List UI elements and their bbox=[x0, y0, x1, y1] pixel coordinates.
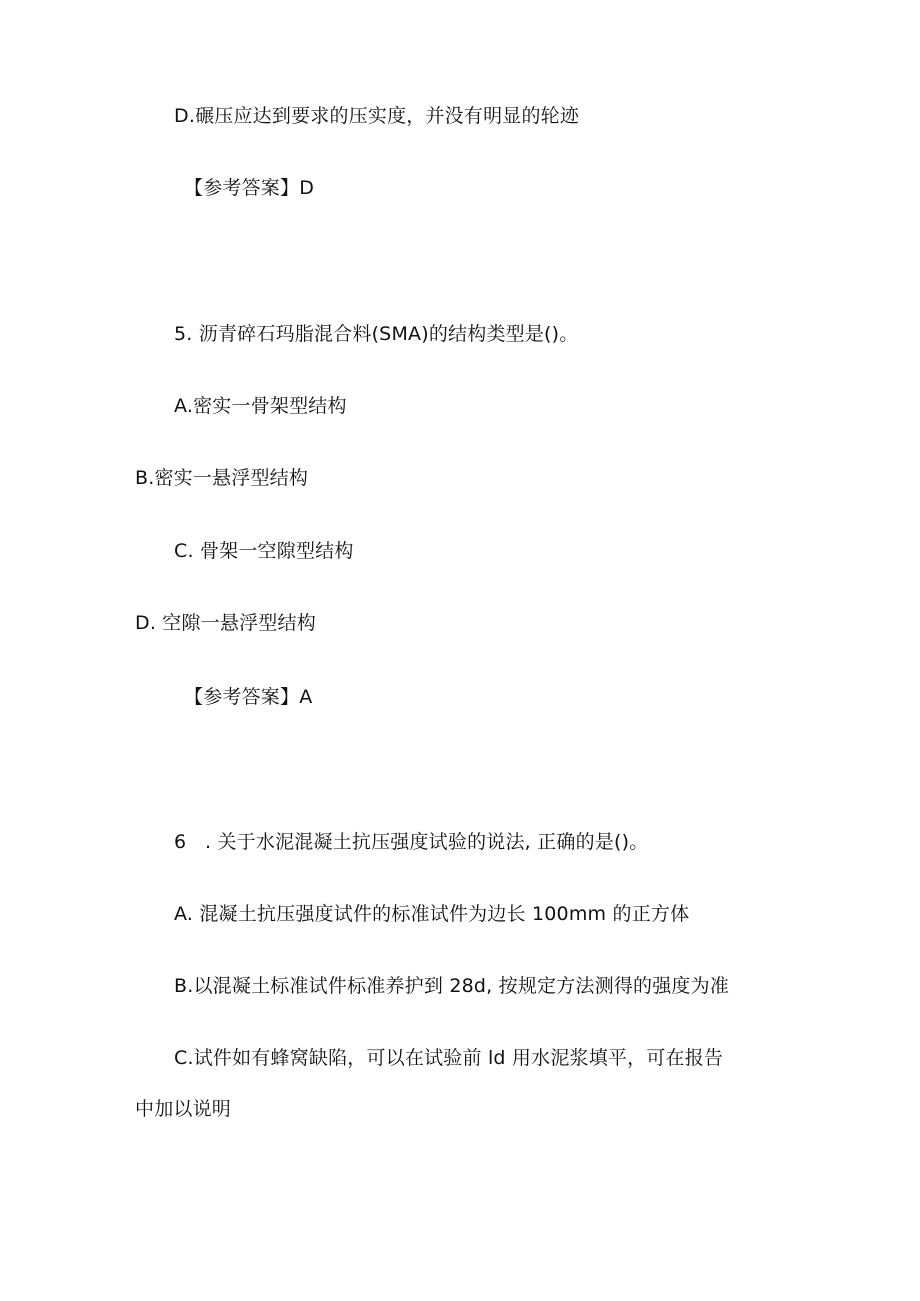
q5-answer: 【参考答案】A bbox=[184, 686, 313, 708]
q5-option-a: A.密实一骨架型结构 bbox=[174, 395, 347, 417]
q6-option-a: A. 混凝土抗压强度试件的标准试件为边长 100mm 的正方体 bbox=[174, 903, 690, 925]
q6-question: 6 . 关于水泥混凝土抗压强度试验的说法, 正确的是()。 bbox=[174, 831, 649, 853]
q6-option-c-continued: 中加以说明 bbox=[135, 1098, 232, 1120]
q4-answer: 【参考答案】D bbox=[184, 177, 315, 199]
q6-option-c: C.试件如有蜂窝缺陷，可以在试验前 ld 用水泥浆填平，可在报告 bbox=[174, 1047, 724, 1069]
q5-option-b: B.密实一悬浮型结构 bbox=[135, 467, 309, 489]
q5-option-d: D. 空隙一悬浮型结构 bbox=[135, 612, 316, 634]
q5-option-c: C. 骨架一空隙型结构 bbox=[174, 540, 354, 562]
q4-option-d: D.碾压应达到要求的压实度，并没有明显的轮迹 bbox=[174, 105, 580, 127]
q5-question: 5. 沥青碎石玛脂混合料(SMA)的结构类型是()。 bbox=[174, 323, 579, 345]
q6-option-b: B.以混凝土标准试件标准养护到 28d, 按规定方法测得的强度为准 bbox=[174, 975, 730, 997]
